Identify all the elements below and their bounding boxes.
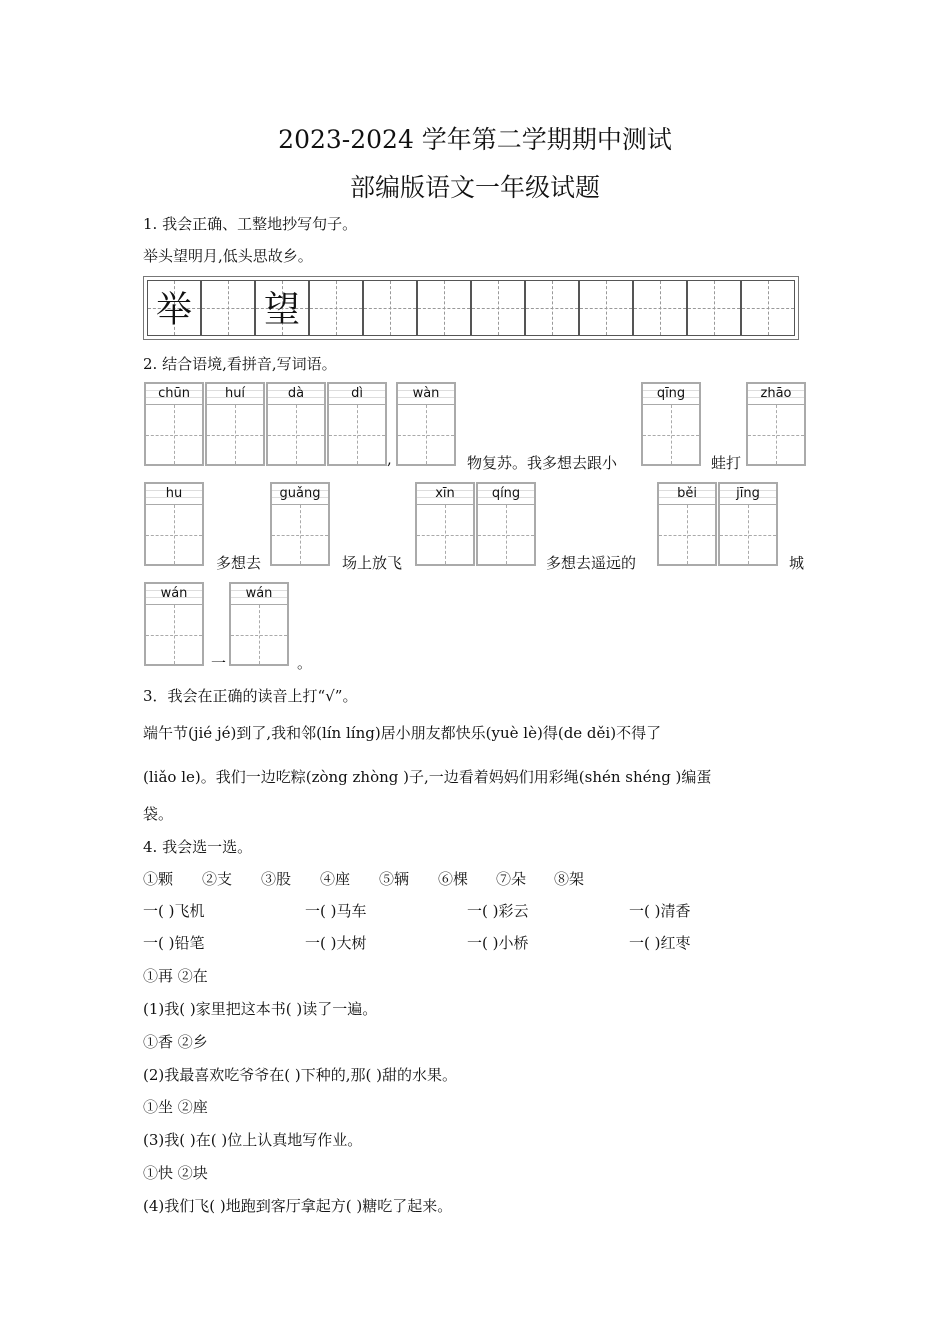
pinyin-text: dì bbox=[351, 386, 363, 401]
q4-choice: ①坐 ②座 bbox=[143, 1098, 208, 1116]
grid-char: 望 bbox=[263, 289, 300, 331]
grid-cell[interactable] bbox=[309, 280, 363, 336]
q2-text: 多想去 bbox=[216, 554, 262, 572]
q1-sentence: 举头望明月,低头思故乡。 bbox=[143, 247, 313, 265]
grid-cell[interactable] bbox=[363, 280, 417, 336]
q3-line3: 袋。 bbox=[143, 805, 174, 823]
q4-option: ⑧架 bbox=[554, 870, 585, 888]
grid-cell[interactable] bbox=[687, 280, 741, 336]
q4-option: ③股 bbox=[261, 870, 292, 888]
grid-cell[interactable] bbox=[147, 280, 201, 336]
pinyin-box[interactable] bbox=[327, 382, 387, 466]
pinyin-text: huí bbox=[224, 386, 246, 401]
pinyin-box[interactable] bbox=[229, 582, 289, 666]
q3-heading: 3．我会在正确的读音上打“√”。 bbox=[143, 687, 358, 705]
grid-cell[interactable] bbox=[201, 280, 255, 336]
q4-sentence[interactable]: (1)我( )家里把这本书( )读了一遍。 bbox=[143, 1000, 378, 1018]
q2-comma: , bbox=[387, 450, 392, 468]
pinyin-box[interactable] bbox=[718, 482, 778, 566]
q4-blank[interactable]: 一( )小桥 bbox=[467, 934, 529, 952]
pinyin-text: wán bbox=[245, 586, 273, 601]
grid-cell[interactable] bbox=[633, 280, 687, 336]
grid-cell[interactable] bbox=[741, 280, 795, 336]
q2-dash: 一 bbox=[211, 654, 227, 672]
pinyin-text: qīng bbox=[656, 386, 686, 401]
pinyin-box[interactable] bbox=[144, 482, 204, 566]
pinyin-text: hu bbox=[165, 486, 183, 501]
pinyin-text: wàn bbox=[412, 386, 440, 401]
q4-option: ①颗 bbox=[143, 870, 174, 888]
q2-text: 多想去遥远的 bbox=[546, 554, 637, 572]
q4-blank[interactable]: 一( )彩云 bbox=[467, 902, 529, 920]
pinyin-box[interactable] bbox=[270, 482, 330, 566]
q4-choice: ①再 ②在 bbox=[143, 967, 208, 985]
q4-blank[interactable]: 一( )马车 bbox=[305, 902, 367, 920]
q4-choice: ①快 ②块 bbox=[143, 1164, 208, 1182]
pinyin-text: guǎng bbox=[279, 486, 321, 501]
q4-option: ⑥棵 bbox=[438, 870, 469, 888]
q4-blank[interactable]: 一( )清香 bbox=[629, 902, 691, 920]
pinyin-box[interactable] bbox=[476, 482, 536, 566]
q4-blank[interactable]: 一( )红枣 bbox=[629, 934, 691, 952]
pinyin-box[interactable] bbox=[266, 382, 326, 466]
pinyin-box[interactable] bbox=[396, 382, 456, 466]
q4-heading: 4. 我会选一选。 bbox=[143, 838, 253, 856]
q4-sentence[interactable]: (4)我们飞( )地跑到客厅拿起方( )糖吃了起来。 bbox=[143, 1197, 453, 1215]
q4-option: ⑤辆 bbox=[379, 870, 410, 888]
q2-heading: 2. 结合语境,看拼音,写词语。 bbox=[143, 355, 337, 373]
q4-option: ②支 bbox=[202, 870, 233, 888]
q4-blank[interactable]: 一( )铅笔 bbox=[143, 934, 205, 952]
grid-cell[interactable] bbox=[525, 280, 579, 336]
pinyin-text: dà bbox=[287, 386, 305, 401]
pinyin-text: xīn bbox=[435, 486, 455, 501]
pinyin-box[interactable] bbox=[415, 482, 475, 566]
pinyin-text: wán bbox=[160, 586, 188, 601]
pinyin-box[interactable] bbox=[641, 382, 701, 466]
q4-blank[interactable]: 一( )飞机 bbox=[143, 902, 205, 920]
grid-cell[interactable] bbox=[417, 280, 471, 336]
grid-cell[interactable] bbox=[255, 280, 309, 336]
pinyin-text: jīng bbox=[736, 486, 760, 501]
grid-cell[interactable] bbox=[579, 280, 633, 336]
q4-sentence[interactable]: (2)我最喜欢吃爷爷在( )下种的,那( )甜的水果。 bbox=[143, 1066, 457, 1084]
q4-option: ④座 bbox=[320, 870, 351, 888]
grid-char: 举 bbox=[155, 289, 192, 331]
q4-blank[interactable]: 一( )大树 bbox=[305, 934, 367, 952]
q2-end: 。 bbox=[297, 654, 313, 672]
grid-cell[interactable] bbox=[471, 280, 525, 336]
pinyin-box[interactable] bbox=[144, 382, 204, 466]
pinyin-box[interactable] bbox=[144, 582, 204, 666]
q2-text: 场上放飞 bbox=[342, 554, 403, 572]
q4-option: ⑦朵 bbox=[496, 870, 527, 888]
pinyin-box[interactable] bbox=[205, 382, 265, 466]
q3-line1: 端午节(jié jé)到了,我和邻(lín líng)居小朋友都快乐(yuè lè)得(de děi)不得了 bbox=[143, 724, 662, 742]
pinyin-text: chūn bbox=[158, 386, 190, 401]
pinyin-box[interactable] bbox=[657, 482, 717, 566]
pinyin-text: qíng bbox=[491, 486, 521, 501]
q4-sentence[interactable]: (3)我( )在( )位上认真地写作业。 bbox=[143, 1131, 363, 1149]
q1-heading: 1. 我会正确、工整地抄写句子。 bbox=[143, 215, 358, 233]
pinyin-box[interactable] bbox=[746, 382, 806, 466]
q2-text: 蛙打 bbox=[711, 454, 742, 472]
exam-subtitle: 部编版语文一年级试题 bbox=[349, 173, 600, 202]
q4-choice: ①香 ②乡 bbox=[143, 1033, 208, 1051]
q2-text: 物复苏。我多想去跟小 bbox=[467, 454, 618, 472]
q2-text: 城 bbox=[789, 554, 805, 572]
pinyin-text: běi bbox=[677, 486, 697, 501]
exam-title: 2023-2024 学年第二学期期中测试 bbox=[278, 125, 672, 154]
pinyin-text: zhāo bbox=[760, 386, 792, 401]
q3-line2: (liǎo le)。我们一边吃粽(zòng zhòng )子,一边看着妈妈们用彩绳(shén shéng )编蛋 bbox=[143, 768, 712, 786]
writing-grid bbox=[143, 276, 799, 340]
